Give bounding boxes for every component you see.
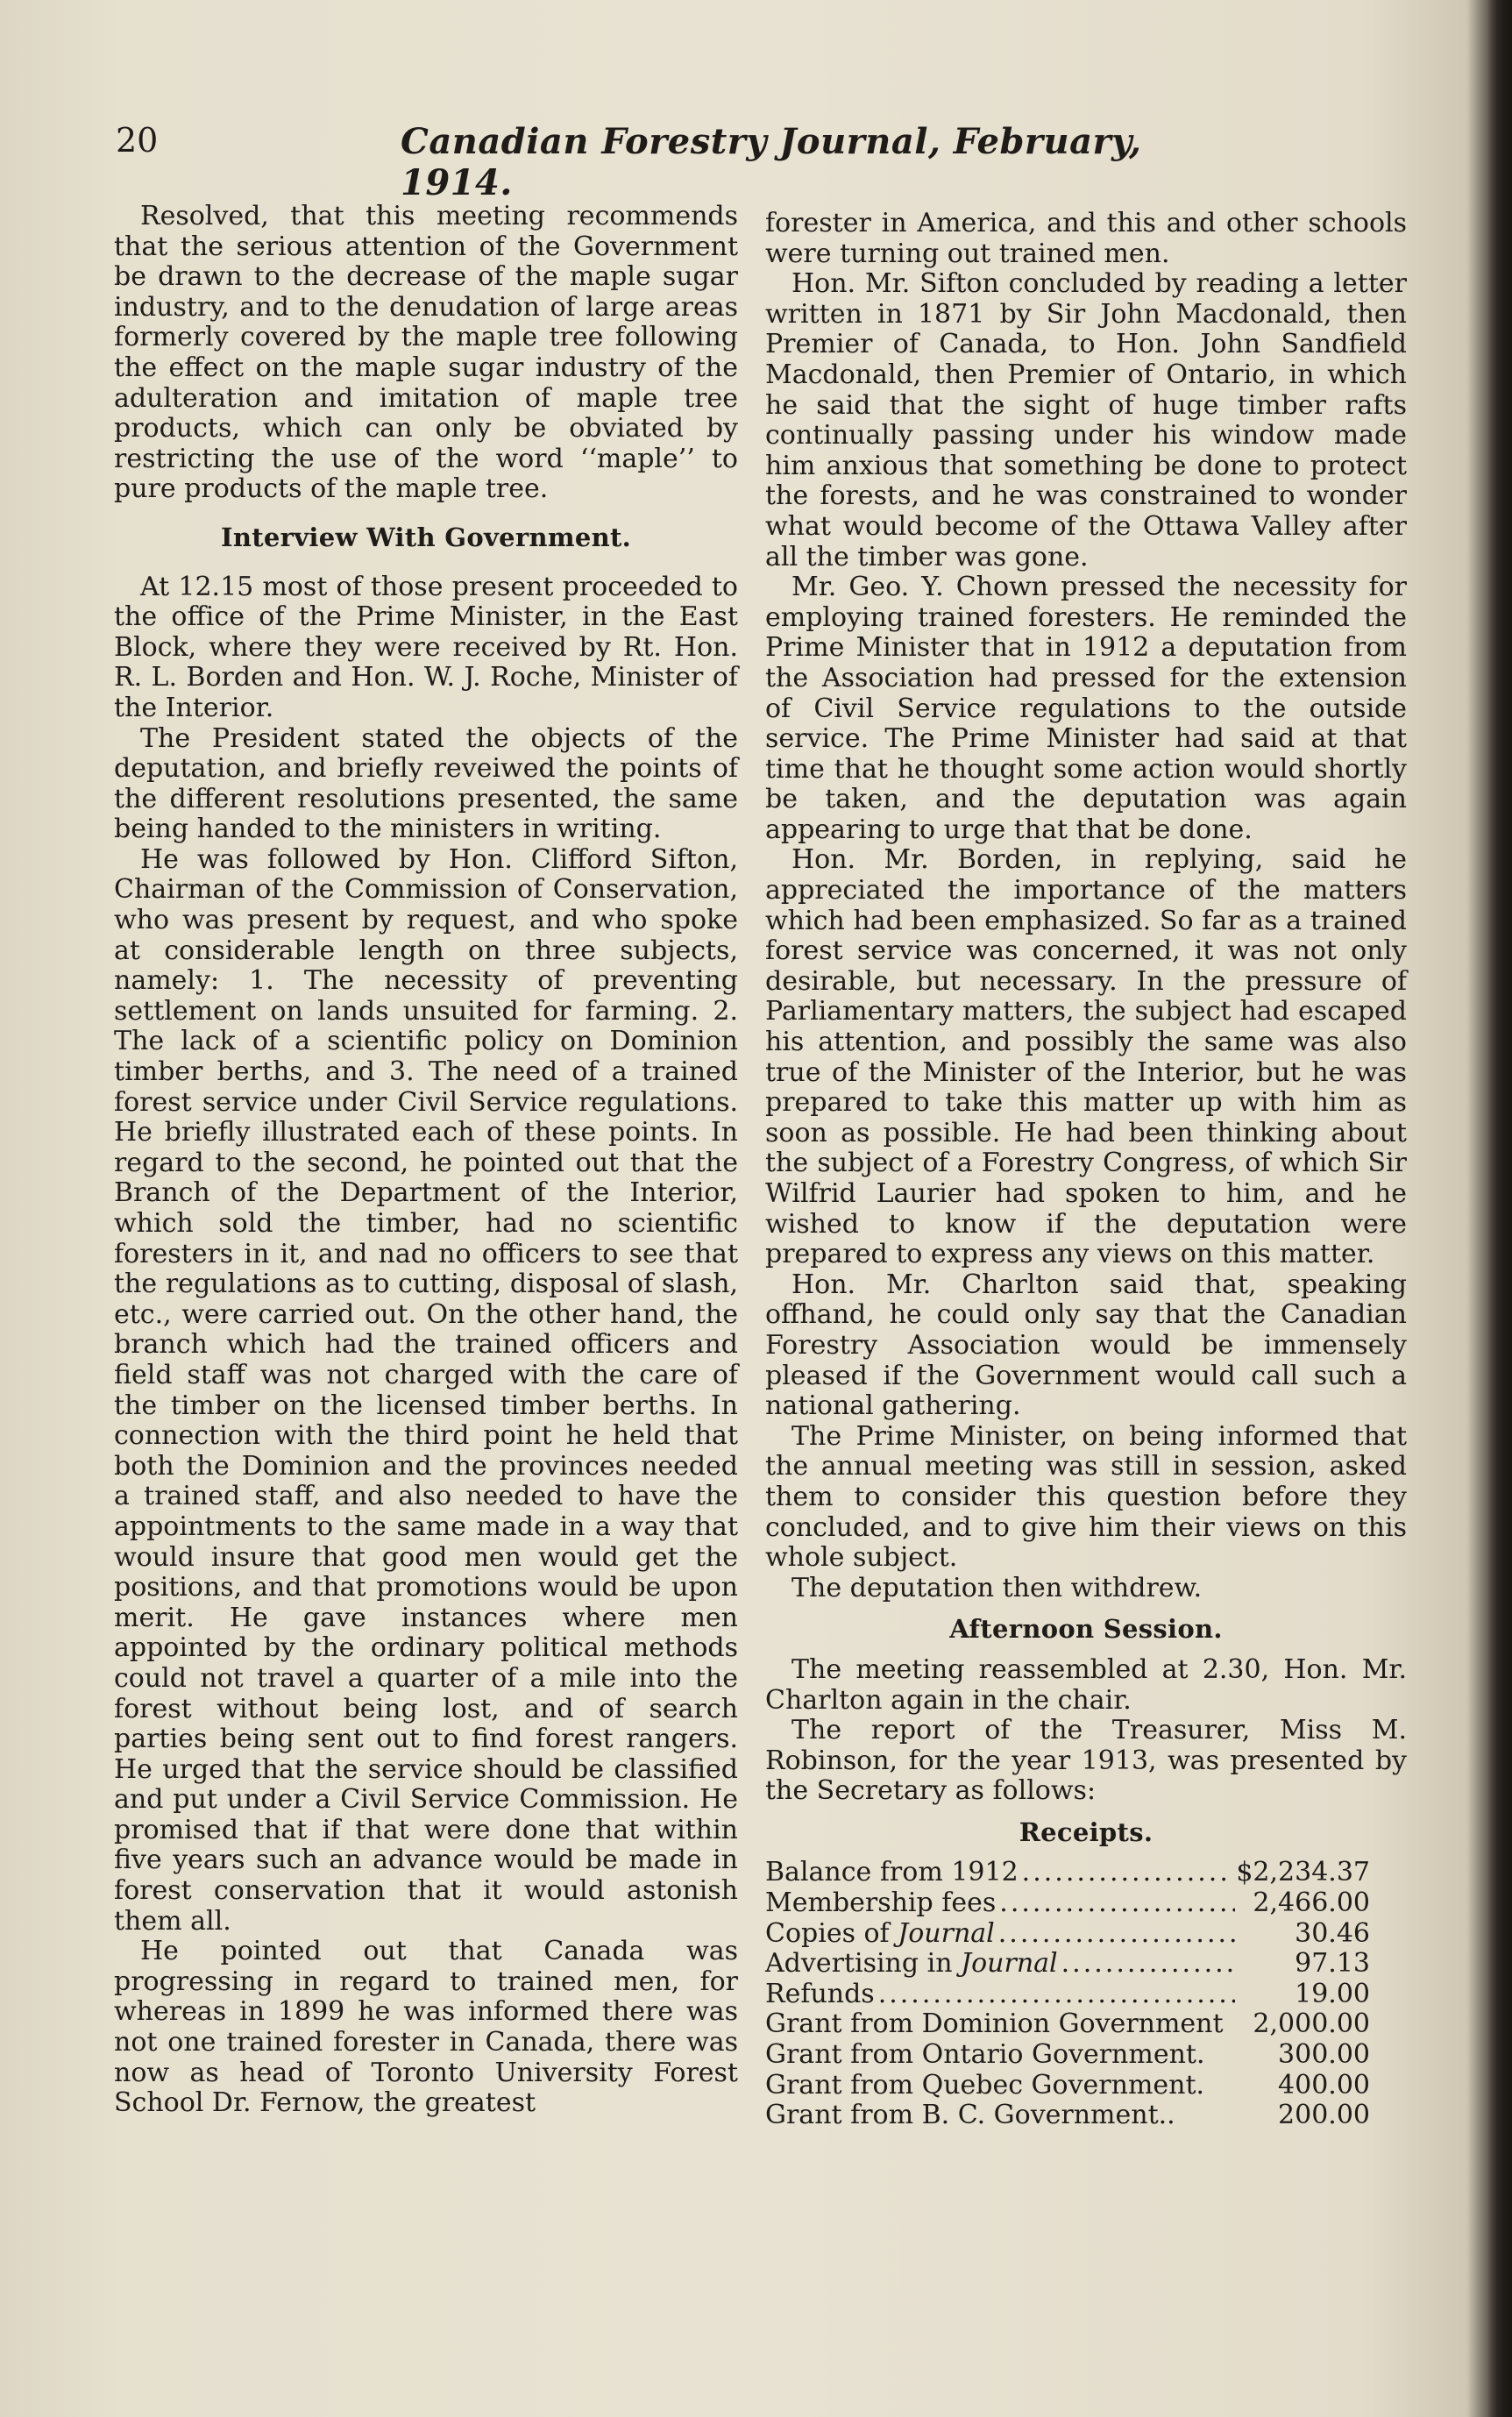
leader-dots xyxy=(1022,1858,1233,1888)
ledger-row xyxy=(765,1980,1370,2010)
paragraph: At 12.15 most of those present proceeded to the office of the Prime Minister, in the East Block, where they were received by Rt. Hon. R. L. Borden and Hon. W. J. Roche, Minister of the Interior. xyxy=(114,571,738,723)
paragraph: The deputation then withdrew. xyxy=(791,1572,1203,1603)
ledger-label: Grant from B. C. Government.. xyxy=(765,2100,1175,2131)
ledger-amount: 19.00 xyxy=(1295,1978,1370,2009)
ledger-row xyxy=(765,1919,1370,1950)
page-number: 20 xyxy=(116,121,159,160)
leader-dots xyxy=(998,1919,1235,1950)
ledger-amount: $2,234.37 xyxy=(1236,1857,1370,1888)
ledger-label: Grant from Quebec Government. xyxy=(765,2069,1205,2101)
page-header xyxy=(116,121,1168,203)
ledger-row xyxy=(765,1858,1370,1888)
ledger-amount: 400.00 xyxy=(1278,2069,1370,2101)
page-edge-shadow xyxy=(1487,0,1512,2417)
left-column xyxy=(114,202,738,2119)
receipts-heading: Receipts. xyxy=(1019,1816,1154,1847)
ledger-row xyxy=(765,2101,1370,2131)
ledger-label: Advertising in Journal xyxy=(765,1948,1058,1980)
ledger-label: Balance from 1912 xyxy=(765,1857,1019,1888)
leader-dots xyxy=(999,1888,1235,1919)
ledger-amount: 2,466.00 xyxy=(1253,1887,1370,1919)
ledger-label: Membership fees xyxy=(765,1887,997,1919)
paragraph-continued: forester in America, and this and other schools were turning out trained men. xyxy=(765,208,1407,269)
paragraph: Hon. Mr. Borden, in replying, said he appreciated the importance of the matters which had been emphasized. So far as a trained forest service was concerned, it was not only desirable, but necessary. In the pressure of Parliamentary matters, the subject had escaped his attention, and possibly the same was also true of the Minister of the Interior, but he was prepared to take this matter up with him as soon as possible. He had been thinking about the subject of a Forestry Congress, of which Sir Wilfrid Laurier had spoken to him, and he wished to know if the deputation were prepared to express any views on this matter. xyxy=(765,844,1407,1270)
paragraph: The Prime Minister, on being informed that the annual meeting was still in session, asked them to consider this question before they concluded, and to give him their views on this whole subject. xyxy=(765,1420,1407,1574)
ledger-label: Grant from Dominion Government xyxy=(765,2008,1224,2040)
ledger-row xyxy=(765,2009,1370,2040)
paragraph: Hon. Mr. Charlton said that, speaking offhand, he could only say that the Canadian Forestry Association would be immensely pleased if the Government would call such a national gathering. xyxy=(765,1269,1407,1422)
resolution-paragraph: Resolved, that this meeting recommends that the serious attention of the Government be drawn to the decrease of the maple sugar industry, and to the denudation of large areas formerly covered by the maple tree following the effect on the maple sugar industry of the adulteration and imitation of maple tree products, which can only be obviated by restricting the use of the word ‘‘maple’’ to pure products of the maple tree. xyxy=(114,201,738,505)
paragraph: The President stated the objects of the deputation, and briefly reveiwed the points of the different resolutions presented, the same being handed to the ministers in writing. xyxy=(114,722,738,845)
paragraph: The report of the Treasurer, Miss M. Robinson, for the year 1913, was presented by the Secretary as follows: xyxy=(765,1715,1407,1807)
paragraph: Mr. Geo. Y. Chown pressed the necessity for employing trained foresters. He reminded the Prime Minister that in 1912 a deputation from the Association had pressed for the extension of Civil Service regulations to the outside service. The Prime Minister had said at that time that he thought some action would shortly be taken, and the deputation was again appearing to urge that that be done. xyxy=(765,572,1407,845)
right-column xyxy=(765,209,1407,2131)
receipts-ledger xyxy=(765,1858,1407,2130)
paragraph: The meeting reassembled at 2.30, Hon. Mr. Charlton again in the chair. xyxy=(765,1653,1407,1716)
ledger-amount: 97.13 xyxy=(1295,1948,1370,1980)
ledger-amount: 2,000.00 xyxy=(1253,2008,1370,2040)
running-title: Canadian Forestry Journal, February, 1914. xyxy=(401,121,1142,203)
ledger-row xyxy=(765,2040,1370,2071)
paragraph: Hon. Mr. Sifton concluded by reading a letter written in 1871 by Sir John Macdonald, then Premier of Canada, to Hon. John Sandfield Macdonald, then Premier of Ontario, in which he said that the sight of huge timber rafts continually passing under his window made him anxious that something be done to protect the forests, and he was constrained to wonder what would become of the Ottawa Valley after all the timber was gone. xyxy=(765,268,1407,572)
leader-dots xyxy=(878,1980,1235,2010)
ledger-label: Refunds xyxy=(765,1978,875,2009)
ledger-amount: 200.00 xyxy=(1278,2100,1370,2131)
ledger-amount: 30.46 xyxy=(1295,1917,1370,1949)
paragraph: He was followed by Hon. Clifford Sifton, Chairman of the Commission of Conservation, who was present by request, and who spoke at considerable length on three subjects, namely: 1. The necessity of preventing settlement on lands unsuited for farming. 2. The lack of a scientific policy on Dominion timber berths, and 3. The need of a trained forest service under Civil Service regulations. He briefly illustrated each of these points. In regard to the second, he pointed out that the Branch of the Department of the Interior, which sold the timber, had no scientific foresters in it, and nad no officers to see that the regulations as to cutting, disposal of slash, etc., were carried out. On the other hand, the branch which had the trained officers and field staff was not charged with the care of the timber on the licensed timber berths. In connection with the third point he held that both the Dominion and the provinces needed a trained staff, and also needed to have the appointments to the same made in a way that would insure that good men would get the positions, and that promotions would be upon merit. He gave instances where men appointed by the ordinary political methods could not travel a quarter of a mile into the forest without being lost, and of search parties being sent out to find forest rangers. He urged that the service should be classified and put under a Civil Service Commission. He promised that if that were done that within five years such an advance would be made in forest conservation that it would astonish them all. xyxy=(114,843,738,1937)
ledger-row xyxy=(765,1888,1370,1919)
ledger-row xyxy=(765,1949,1370,1980)
ledger-row xyxy=(765,2071,1370,2101)
section-heading-afternoon: Afternoon Session. xyxy=(949,1614,1223,1645)
paragraph: He pointed out that Canada was progressing in regard to trained men, for whereas in 1899 he was informed there was not one trained forester in Canada, there was now as head of Toronto University Forest School Dr. Fernow, the greatest xyxy=(114,1936,738,2119)
leader-dots xyxy=(1061,1949,1235,1980)
ledger-label: Copies of Journal xyxy=(765,1917,995,1949)
ledger-amount: 300.00 xyxy=(1278,2039,1370,2071)
section-heading-interview: Interview With Government. xyxy=(220,522,632,552)
ledger-label: Grant from Ontario Government. xyxy=(765,2039,1205,2071)
